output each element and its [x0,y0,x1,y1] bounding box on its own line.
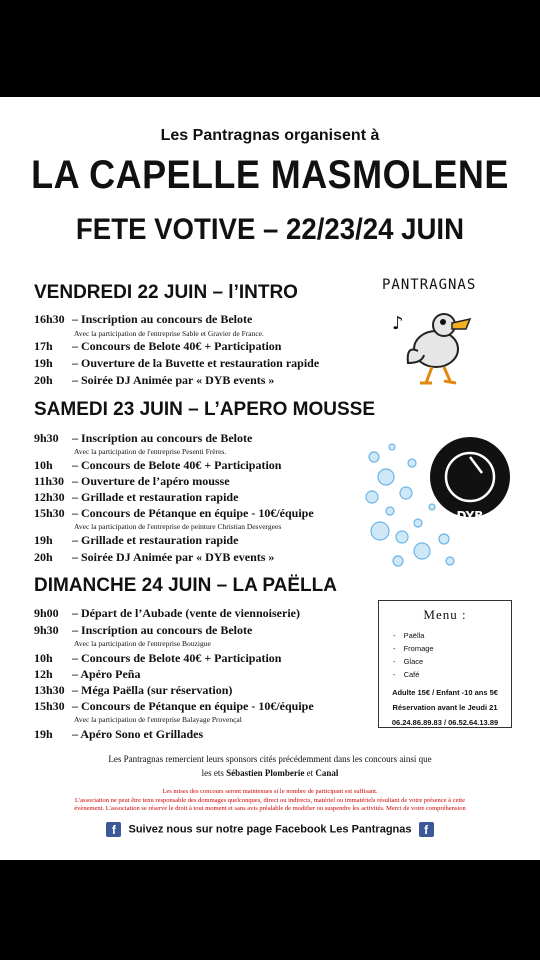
day-title-friday: VENDREDI 22 JUIN – l’INTRO [34,282,298,303]
legal-notice: Les mises des concours seront maintenues si le nombre de participant est suffisant. L'association ne peut être tenu responsable des dommages quelconques, direct ou indirects, matériel ou immatériels résultant de votre présence à cette évènement. L'association se réserve le droit à tout moment et sans avis préalable de modifier ou suspendre les activités. Merci de votre compréhension [74,788,466,812]
facebook-icon: f [419,822,434,837]
schedule-row: 16h30 – Inscription au concours de Belote [34,312,253,326]
sponsor-name: Sébastien Plomberie [226,768,305,778]
menu-box [378,600,512,728]
schedule-row: 9h00 – Départ de l’Aubade (vente de viennoiserie) [34,606,300,620]
schedule-row: 12h30 – Grillade et restauration rapide [34,490,239,504]
schedule-row: 17h – Concours de Belote 40€ + Participation [34,339,282,353]
menu-item: - Paëlla [393,631,434,644]
duck-mascot-icon [388,297,480,389]
pantragnas-logo-text: PANTRAGNAS [382,277,477,293]
facebook-text: Suivez nous sur notre page Facebook Les Pantragnas [128,823,412,836]
menu-reservation: Réservation avant le Jeudi 21 [392,703,498,712]
event-poster [0,97,540,860]
schedule-note: Avec la participation de l'entreprise Pesenti Frères. [74,447,227,456]
schedule-row: 20h – Soirée DJ Animée par « DYB events » [34,373,275,387]
schedule-row: 10h – Concours de Belote 40€ + Participation [34,651,282,665]
schedule-row: 12h – Apéro Peña [34,667,141,681]
menu-item: - Fromage [393,644,434,657]
schedule-note: Avec la participation de l'entreprise Sable et Gravier de France. [74,329,264,338]
menu-price: Adulte 15€ / Enfant -10 ans 5€ [392,688,498,697]
schedule-row: 11h30 – Ouverture de l’apéro mousse [34,474,230,488]
menu-item: - Glace [393,657,434,670]
schedule-row: 10h – Concours de Belote 40€ + Participation [34,458,282,472]
day-title-saturday: SAMEDI 23 JUIN – L’APERO MOUSSE [34,399,376,420]
schedule-note: Avec la participation de l'entreprise Balayage Provençal [74,715,242,724]
facebook-icon: f [106,822,121,837]
day-title-sunday: DIMANCHE 24 JUIN – LA PAËLLA [34,575,337,596]
menu-item: - Café [393,670,434,683]
schedule-row: 19h – Ouverture de la Buvette et restauration rapide [34,356,320,370]
dyb-events-logo [362,427,512,577]
schedule-row: 15h30 – Concours de Pétanque en équipe - 10€/équipe [34,506,314,520]
schedule-row: 9h30 – Inscription au concours de Belote [34,623,253,637]
poster-intro: Les Pantragnas organisent à [160,127,380,144]
sponsor-name: Canal [315,768,339,778]
schedule-note: Avec la participation de l'entreprise Bouzigue [74,639,211,648]
schedule-row: 20h – Soirée DJ Animée par « DYB events » [34,550,275,564]
menu-list [393,631,434,683]
schedule-row: 9h30 – Inscription au concours de Belote [34,431,253,445]
poster-town-title: LA CAPELLE MASMOLENE [31,153,509,197]
schedule-row: 15h30 – Concours de Pétanque en équipe - 10€/équipe [34,699,314,713]
facebook-line [0,822,540,837]
sponsor-thanks: Les Pantragnas remercient leurs sponsors cités précédemment dans les concours ainsi que les ets Sébastien Plomberie et Canal [108,754,432,778]
schedule-row: 19h – Apéro Sono et Grillades [34,727,204,741]
svg-text:DYB: DYB [456,509,484,523]
schedule-note: Avec la participation de l'entreprise de peinture Christian Desvergees [74,522,282,531]
schedule-row: 13h30 – Méga Paëlla (sur réservation) [34,683,233,697]
menu-title: Menu : [423,607,467,622]
menu-phones: 06.24.86.89.83 / 06.52.64.13.89 [391,718,499,727]
poster-fete-title: FETE VOTIVE – 22/23/24 JUIN [75,213,465,246]
svg-text:♪: ♪ [392,313,404,334]
schedule-row: 19h – Grillade et restauration rapide [34,533,239,547]
